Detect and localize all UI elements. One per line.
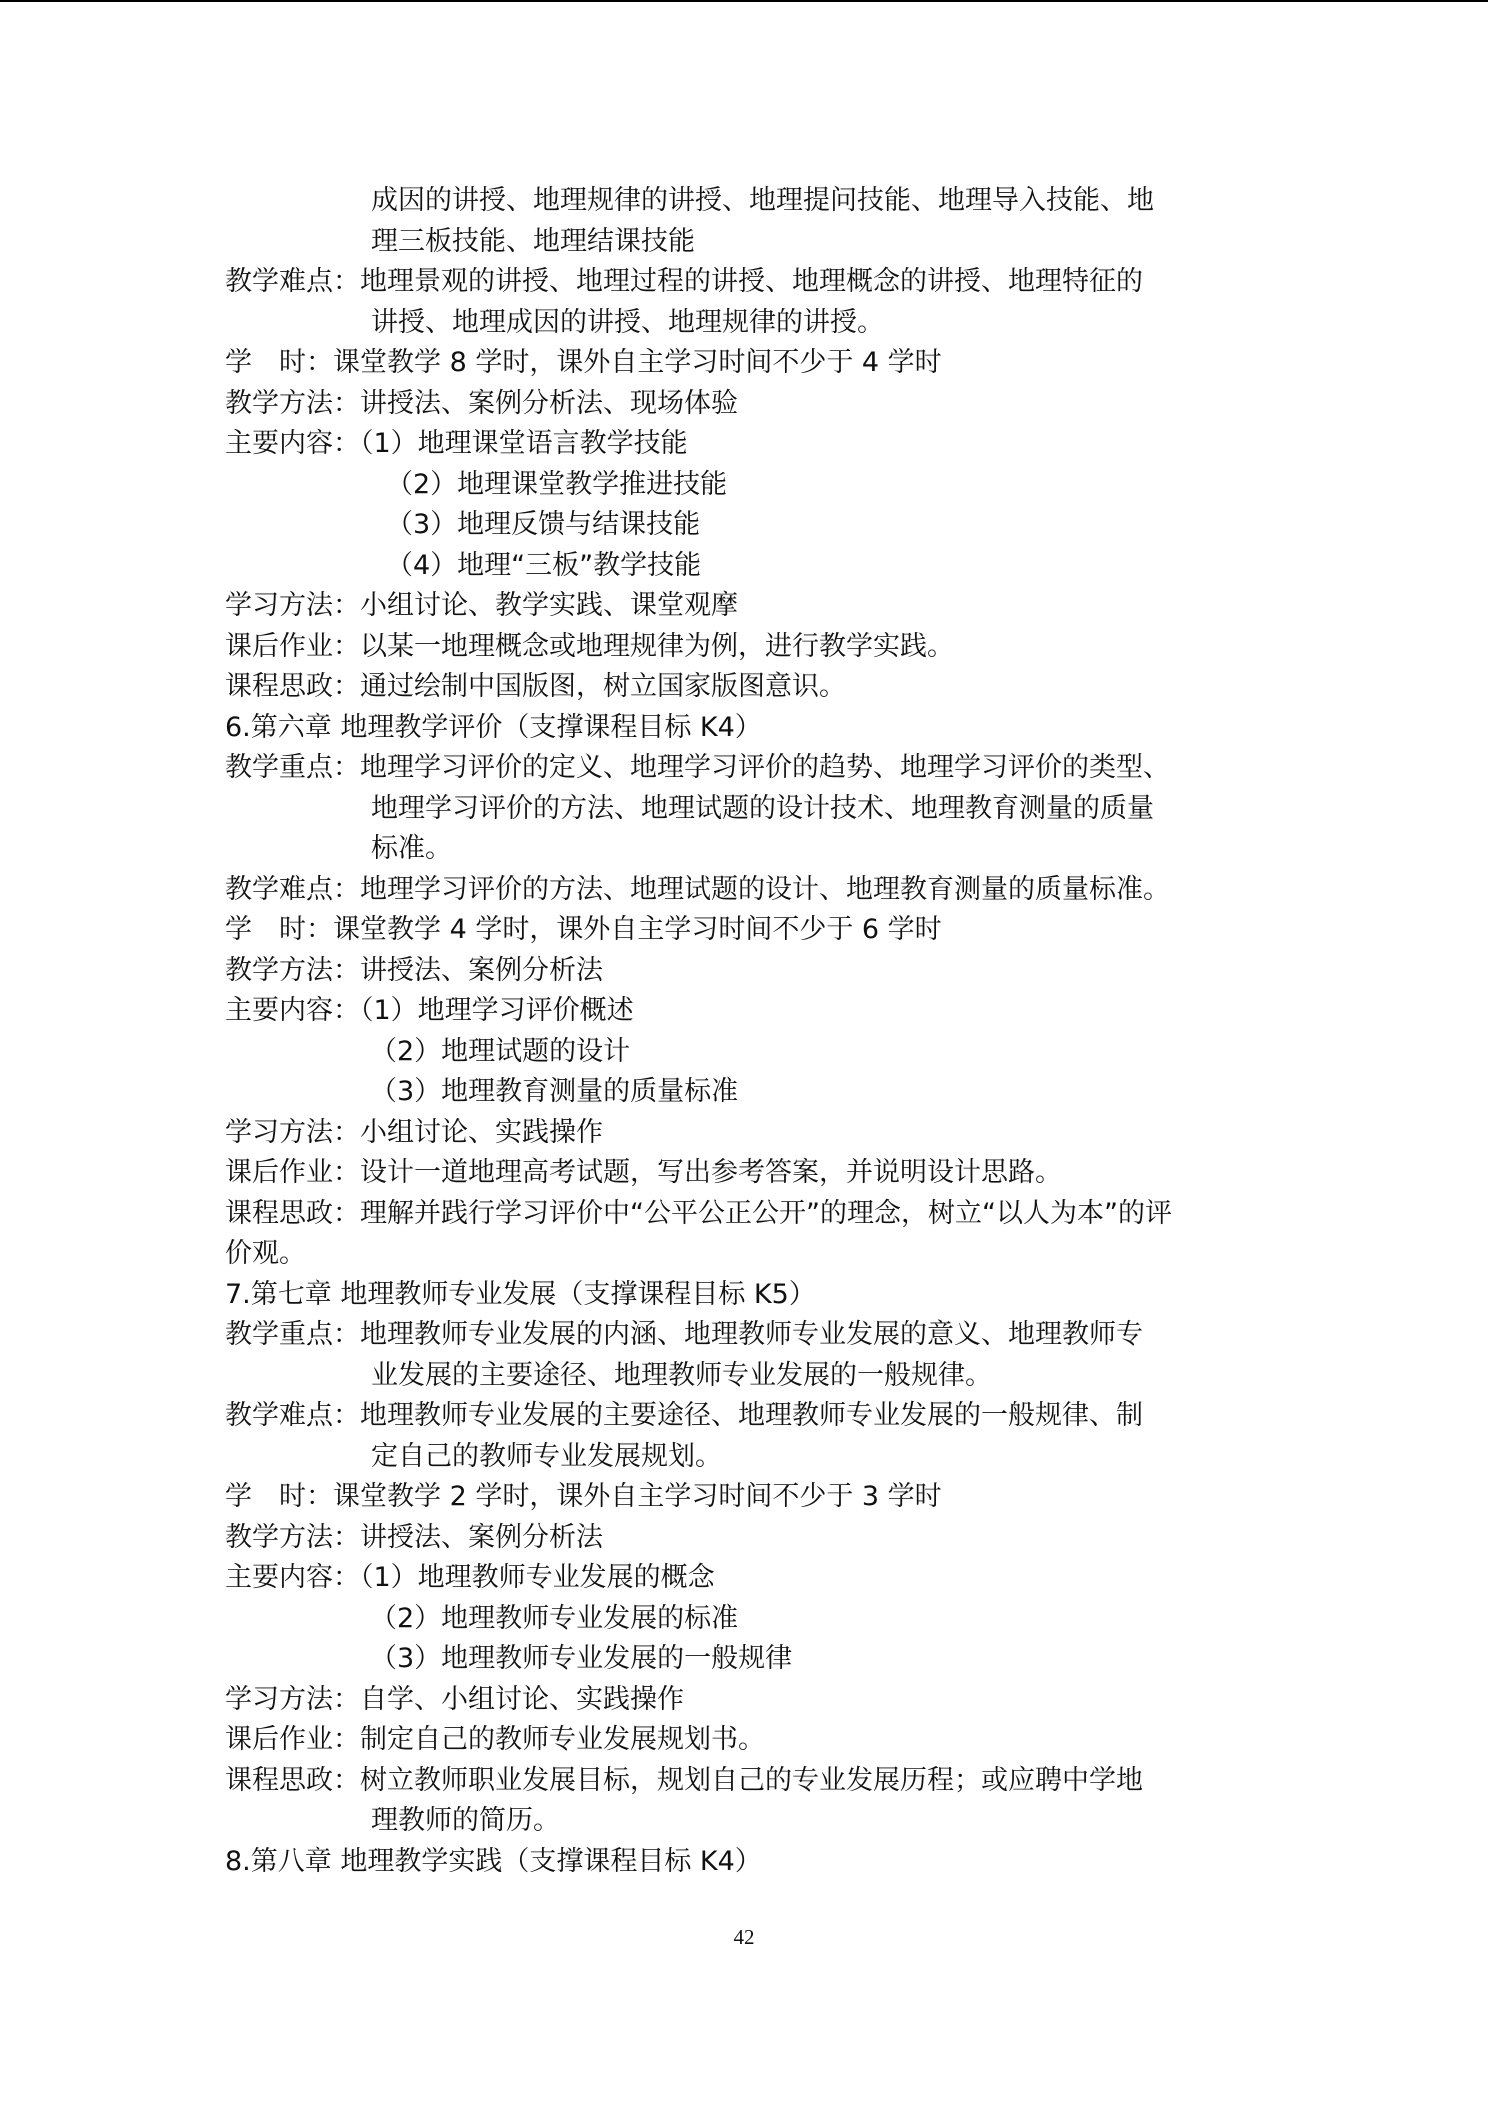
text-line: 课后作业：制定自己的教师专业发展规划书。 [225,1724,765,1755]
text-line: 学 时：课堂教学 8 学时，课外自主学习时间不少于 4 学时 [225,347,942,378]
text-line: 教学难点：地理教师专业发展的主要途径、地理教师专业发展的一般规律、制 [225,1400,1143,1431]
text-line: （4）地理“三板”教学技能 [386,549,702,581]
text-line: 课后作业：以某一地理概念或地理规律为例，进行教学实践。 [225,630,954,662]
text-line: 定自己的教师专业发展规划。 [371,1440,722,1472]
text-line: 教学难点：地理学习评价的方法、地理试题的设计、地理教育测量的质量标准。 [225,873,1170,905]
text-line: 理三板技能、地理结课技能 [371,225,695,257]
text-line: 8.第八章 地理教学实践（支撑课程目标 K4） [225,1845,762,1877]
text-line: 学习方法：自学、小组讨论、实践操作 [225,1683,684,1715]
text-line: 学习方法：小组讨论、实践操作 [225,1116,603,1148]
text-line: 业发展的主要途径、地理教师专业发展的一般规律。 [371,1359,992,1391]
text-line: （2）地理课堂教学推进技能 [386,468,728,500]
text-line: 地理学习评价的方法、地理试题的设计技术、地理教育测量的质量 [371,792,1154,824]
text-line: 课程思政：理解并践行学习评价中“公平公正公开”的理念，树立“以人为本”的评 [225,1197,1172,1229]
top-border-line [0,0,1488,2]
text-line: （2）地理试题的设计 [370,1035,631,1067]
text-line: 课程思政：通过绘制中国版图，树立国家版图意识。 [225,671,846,702]
text-line: 教学方法：讲授法、案例分析法、现场体验 [225,387,738,419]
text-line: 教学重点：地理教师专业发展的内涵、地理教师专业发展的意义、地理教师专 [225,1319,1143,1350]
text-line: 教学难点：地理景观的讲授、地理过程的讲授、地理概念的讲授、地理特征的 [225,266,1143,297]
text-line: 教学重点：地理学习评价的定义、地理学习评价的趋势、地理学习评价的类型、 [225,752,1170,783]
text-line: 理教师的简历。 [371,1805,560,1836]
text-line: 标准。 [371,833,452,864]
text-line: 教学方法：讲授法、案例分析法 [225,954,603,986]
text-line: 教学方法：讲授法、案例分析法 [225,1521,603,1553]
text-line: 成因的讲授、地理规律的讲授、地理提问技能、地理导入技能、地 [371,185,1154,216]
text-line: 主要内容：（1）地理学习评价概述 [225,995,634,1026]
text-line: 7.第七章 地理教师专业发展（支撑课程目标 K5） [225,1278,816,1310]
text-line: 讲授、地理成因的讲授、地理规律的讲授。 [371,306,884,338]
text-line: 课程思政：树立教师职业发展目标，规划自己的专业发展历程；或应聘中学地 [225,1764,1143,1796]
text-line: （2）地理教师专业发展的标准 [370,1602,739,1634]
text-line: （3）地理教师专业发展的一般规律 [370,1643,793,1674]
text-line: 学 时：课堂教学 2 学时，课外自主学习时间不少于 3 学时 [225,1481,942,1512]
text-line: 学 时：课堂教学 4 学时，课外自主学习时间不少于 6 学时 [225,914,942,945]
text-line: 课后作业：设计一道地理高考试题，写出参考答案，并说明设计思路。 [225,1157,1062,1188]
text-line: 6.第六章 地理教学评价（支撑课程目标 K4） [225,711,762,743]
text-line: （3）地理反馈与结课技能 [386,509,701,540]
text-line: 学习方法：小组讨论、教学实践、课堂观摩 [225,590,738,621]
text-line: 主要内容：（1）地理课堂语言教学技能 [225,428,688,459]
page-number: 42 [733,1925,755,1949]
text-line: 价观。 [225,1238,306,1269]
document-body [225,181,1285,1882]
text-line: （3）地理教育测量的质量标准 [370,1076,739,1107]
text-line: 主要内容：（1）地理教师专业发展的概念 [225,1562,715,1593]
